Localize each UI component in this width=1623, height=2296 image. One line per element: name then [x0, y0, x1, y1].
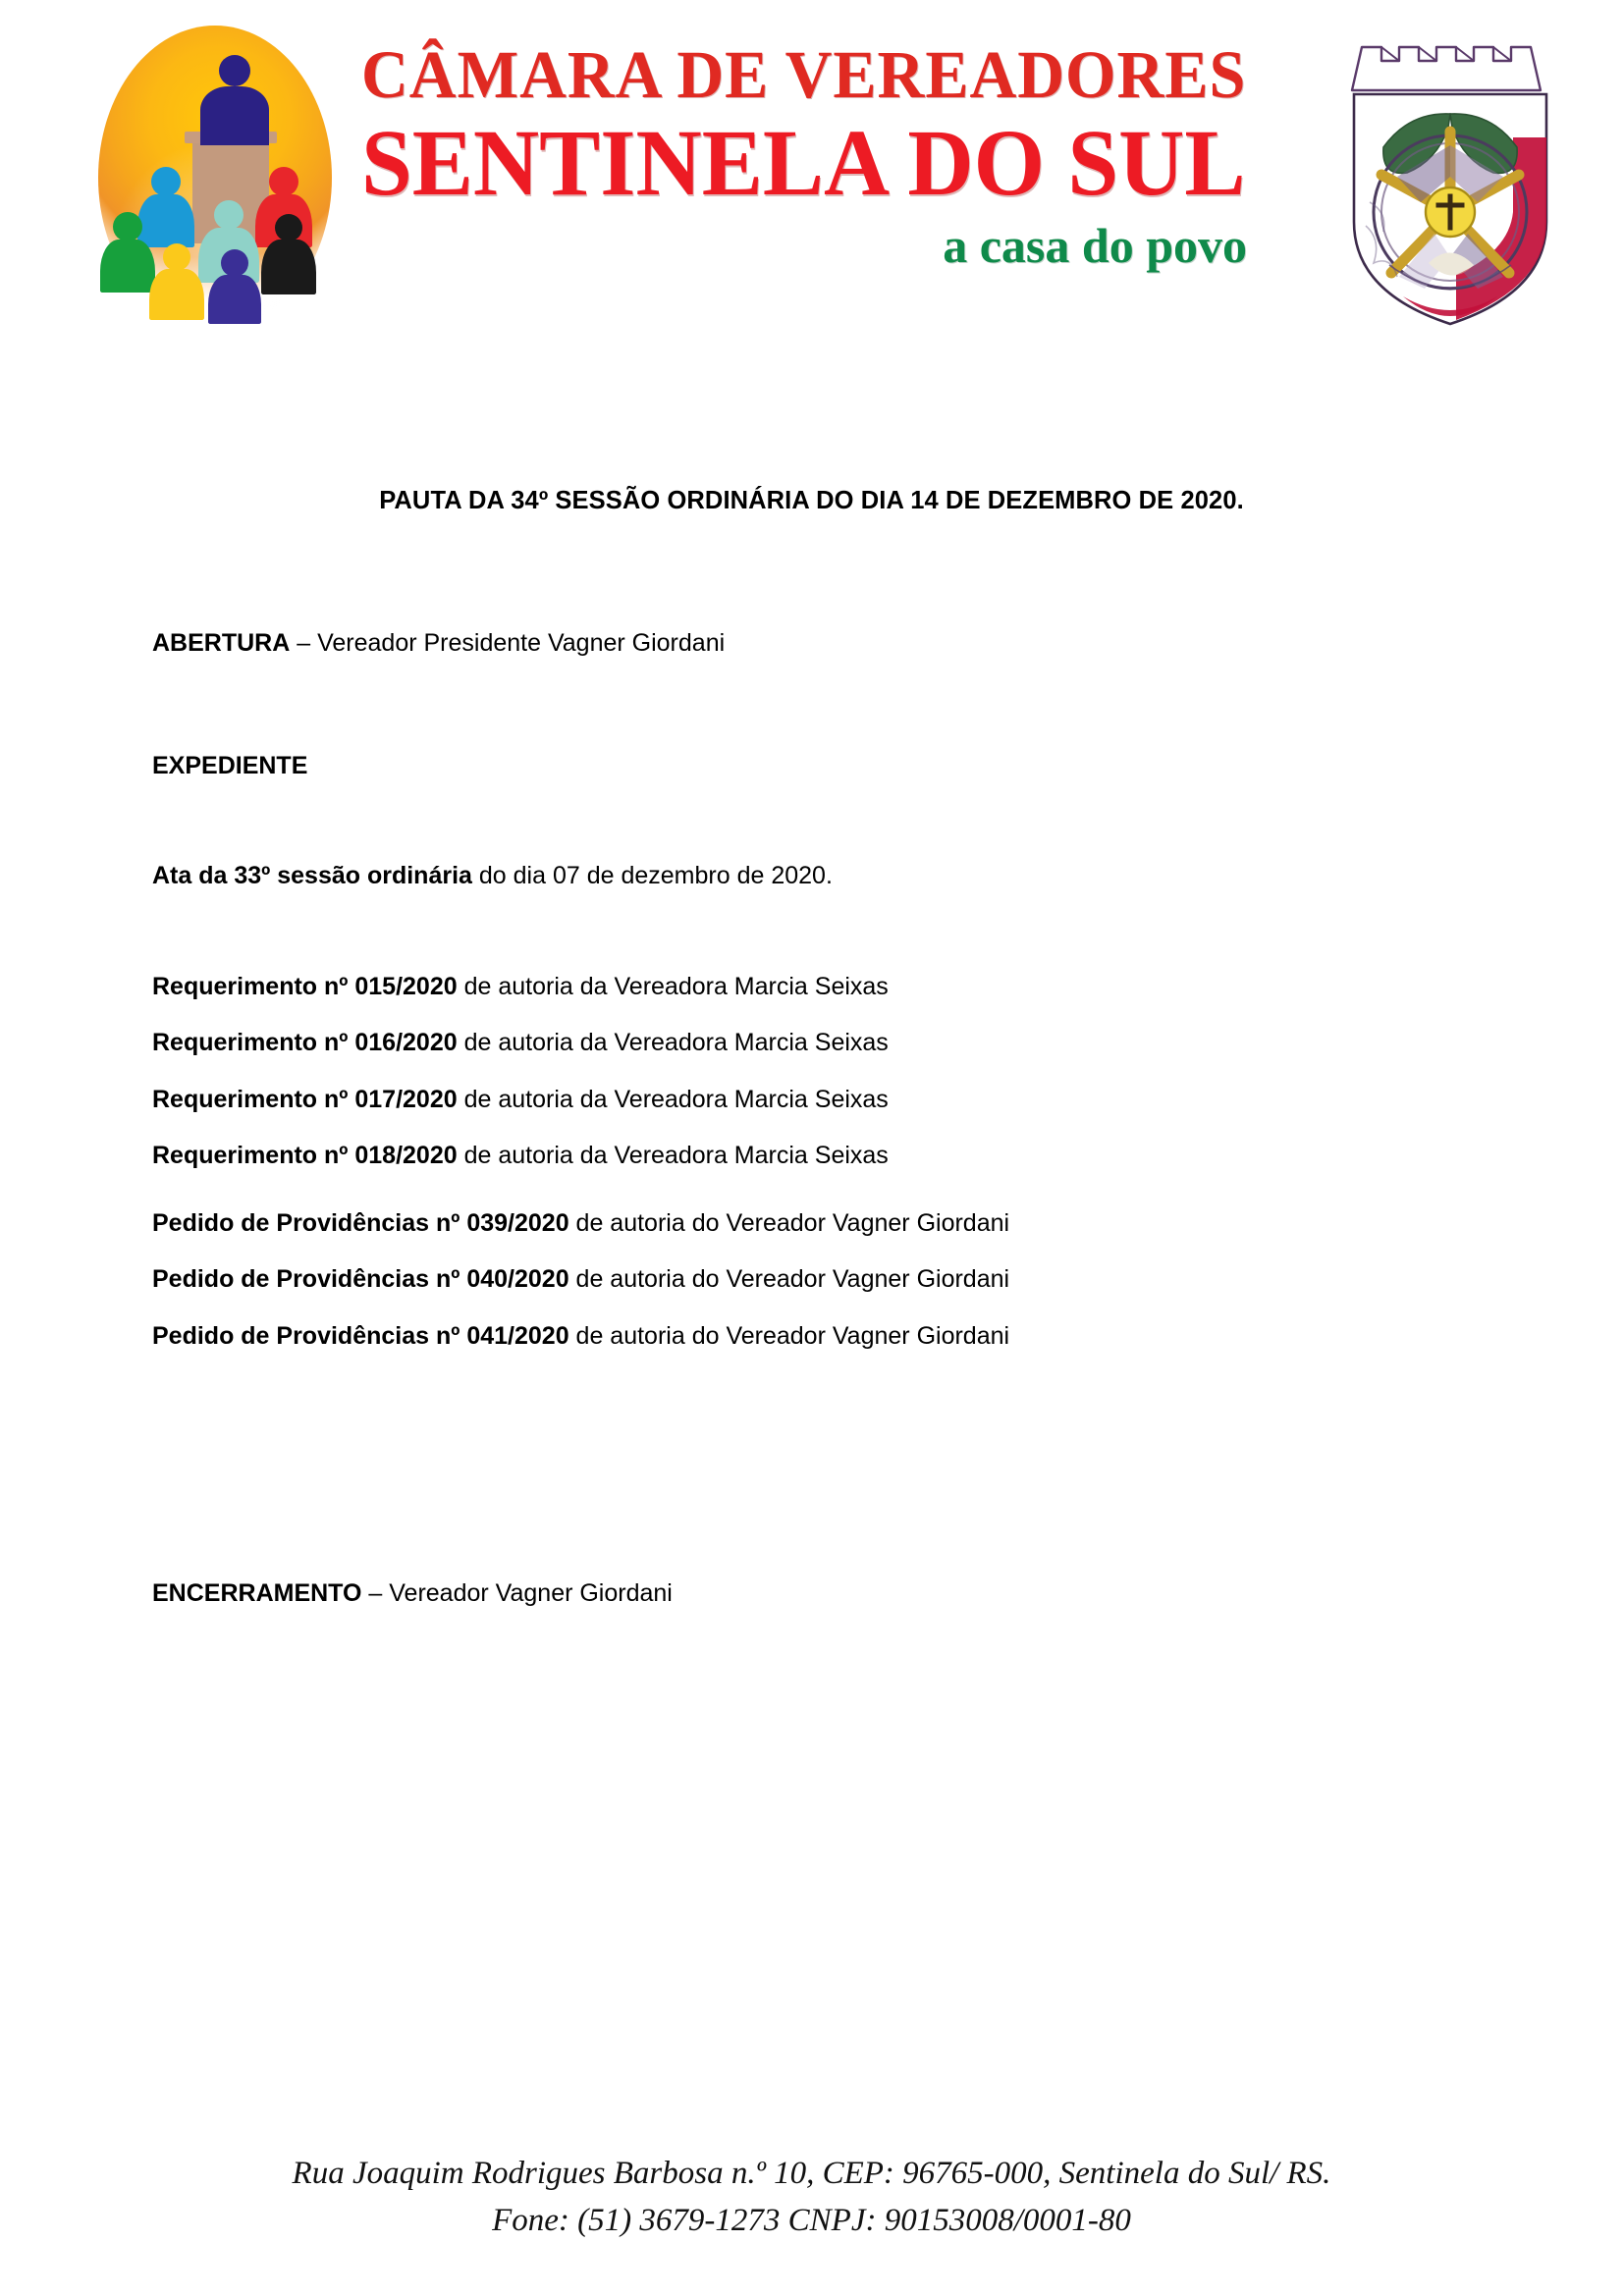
- abertura-label: ABERTURA: [152, 629, 291, 657]
- emblem-figure-body: [208, 275, 261, 324]
- pedido-text: de autoria do Vereador Vagner Giordani: [568, 1208, 1010, 1237]
- list-item-requerimento: [152, 1028, 1478, 1058]
- encerramento-text: – Vereador Vagner Giordani: [361, 1579, 673, 1607]
- pedido-label: Pedido de Providências nº 039/2020: [152, 1208, 569, 1237]
- requerimento-text: de autoria da Vereadora Marcia Seixas: [457, 1142, 889, 1169]
- list-item-pedido-providencias: [152, 1321, 1478, 1352]
- ata-text: do dia 07 de dezembro de 2020.: [471, 862, 833, 889]
- list-item-requerimento: [152, 1141, 1478, 1171]
- footer-address-line: Rua Joaquim Rodrigues Barbosa n.º 10, CEP: 96765-000, Sentinela do Sul/ RS.: [292, 2156, 1331, 2192]
- section-ata: [152, 861, 1478, 891]
- requerimento-text: de autoria da Vereadora Marcia Seixas: [457, 1085, 889, 1113]
- requerimento-text: de autoria da Vereadora Marcia Seixas: [457, 1029, 889, 1056]
- requerimento-label: Requerimento nº 015/2020: [152, 972, 458, 1000]
- crest-mural-crown: [1352, 47, 1541, 90]
- section-abertura: [152, 628, 1478, 659]
- wordmark-line-camara-de-vereadores: CÂMARA DE VEREADORES: [361, 37, 1247, 112]
- document-body: [152, 628, 1478, 1609]
- requerimento-label: Requerimento nº 018/2020: [152, 1142, 458, 1169]
- emblem-figure-head: [214, 200, 243, 230]
- footer-contact-line: Fone: (51) 3679-1273 CNPJ: 90153008/0001-80: [492, 2203, 1131, 2239]
- emblem-figure-yellow: [149, 243, 204, 320]
- emblem-figure-head: [275, 214, 302, 241]
- coat-of-arms-icon: [1330, 29, 1571, 334]
- list-item-pedido-providencias: [152, 1264, 1478, 1295]
- emblem-figure-green: [100, 212, 155, 291]
- letterhead-wordmark: [361, 37, 1265, 336]
- list-item-pedido-providencias: [152, 1208, 1478, 1239]
- emblem-figure-black: [261, 214, 316, 294]
- emblem-figure-body: [261, 240, 316, 294]
- emblem-figure-head: [113, 212, 142, 241]
- pedido-label: Pedido de Providências nº 040/2020: [152, 1265, 569, 1293]
- wordmark-tagline: a casa do povo: [943, 217, 1247, 273]
- requerimento-label: Requerimento nº 016/2020: [152, 1029, 458, 1056]
- abertura-text: – Vereador Presidente Vagner Giordani: [290, 629, 726, 657]
- letterhead: [0, 0, 1623, 363]
- list-item-requerimento: [152, 1085, 1478, 1115]
- emblem-figure-head: [163, 243, 190, 271]
- assembly-people-emblem-icon: [77, 18, 352, 342]
- emblem-figure-head: [151, 167, 181, 196]
- ata-label: Ata da 33º sessão ordinária: [152, 862, 472, 889]
- list-item-requerimento: [152, 972, 1478, 1002]
- expediente-label: EXPEDIENTE: [152, 751, 308, 779]
- emblem-figure-speaker: [200, 55, 269, 143]
- page-footer: [0, 2151, 1623, 2245]
- emblem-figure-body: [200, 86, 269, 145]
- section-encerramento: [152, 1578, 1478, 1609]
- page-title: PAUTA DA 34º SESSÃO ORDINÁRIA DO DIA 14 DE DEZEMBRO DE 2020.: [379, 487, 1244, 514]
- emblem-figure-violet: [208, 249, 261, 324]
- emblem-figure-body: [100, 240, 155, 293]
- requerimento-text: de autoria da Vereadora Marcia Seixas: [457, 972, 889, 1000]
- emblem-figure-body: [149, 269, 204, 320]
- pedido-text: de autoria do Vereador Vagner Giordani: [568, 1265, 1010, 1293]
- emblem-figure-head: [219, 55, 250, 86]
- emblem-figure-head: [269, 167, 298, 196]
- emblem-figure-head: [221, 249, 248, 277]
- section-expediente-heading: [152, 751, 1478, 781]
- wordmark-line-sentinela-do-sul: SENTINELA DO SUL: [361, 110, 1246, 215]
- encerramento-label: ENCERRAMENTO: [152, 1579, 362, 1607]
- requerimento-label: Requerimento nº 017/2020: [152, 1085, 458, 1113]
- pedido-label: Pedido de Providências nº 041/2020: [152, 1321, 569, 1350]
- pedido-text: de autoria do Vereador Vagner Giordani: [568, 1321, 1010, 1350]
